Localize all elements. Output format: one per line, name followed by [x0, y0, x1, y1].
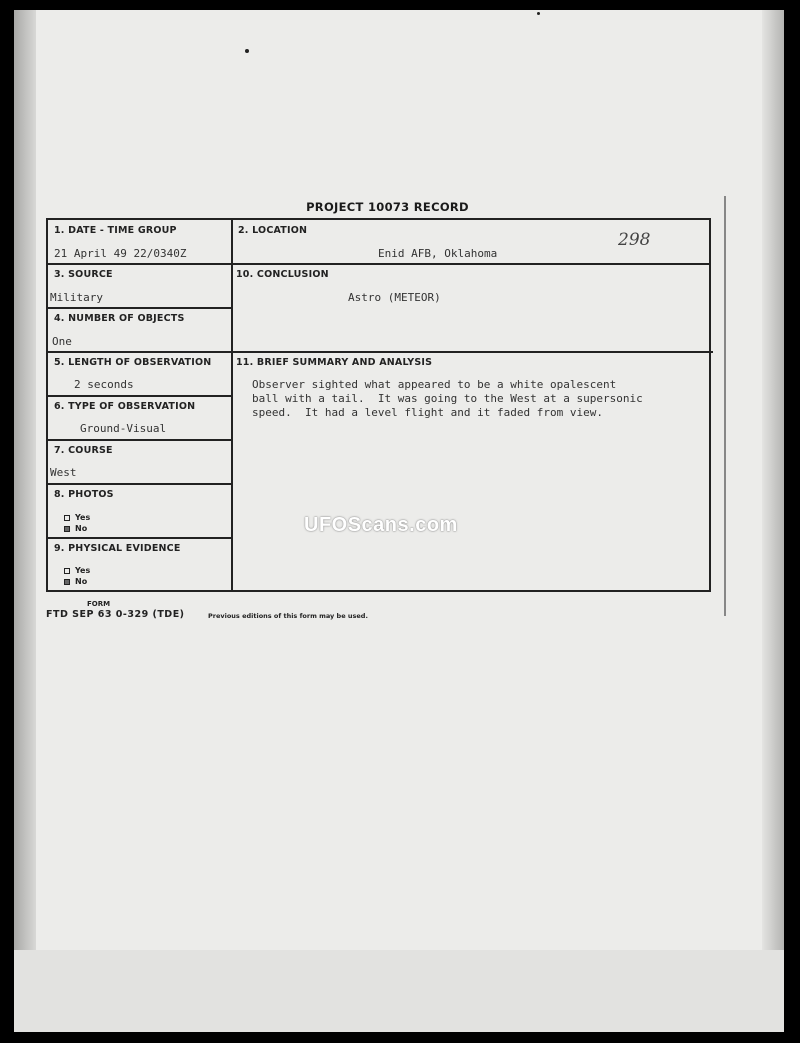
- summary-line: speed. It had a level flight and it faded from view.: [252, 406, 603, 419]
- ink-speck: [245, 49, 249, 53]
- physical-no-option: [64, 577, 87, 586]
- objects-label: 4. NUMBER OF OBJECTS: [54, 313, 185, 324]
- summary-label: 11. BRIEF SUMMARY AND ANALYSIS: [236, 357, 433, 368]
- type-value: Ground-Visual: [80, 422, 167, 435]
- row-divider: [48, 483, 232, 485]
- margin-line: [724, 196, 726, 616]
- photos-label: 8. PHOTOS: [54, 489, 114, 500]
- footer-form-word: FORM: [87, 600, 111, 608]
- scan-left-edge: [14, 10, 36, 950]
- ink-speck: [537, 12, 540, 15]
- row-divider: [48, 439, 232, 441]
- footer-form-id: FTD SEP 63 0-329 (TDE): [46, 609, 185, 620]
- course-label: 7. COURSE: [54, 445, 113, 456]
- location-value: Enid AFB, Oklahoma: [378, 247, 498, 260]
- date-label: 1. DATE - TIME GROUP: [54, 225, 177, 236]
- location-label: 2. LOCATION: [238, 225, 308, 236]
- checkbox-checked-icon: [64, 526, 70, 532]
- conclusion-value: Astro (METEOR): [348, 291, 441, 304]
- row-divider: [48, 395, 232, 397]
- checkbox-checked-icon: [64, 579, 70, 585]
- handwritten-number: 298: [618, 230, 651, 250]
- option-label: Yes: [75, 513, 91, 522]
- column-divider: [231, 220, 233, 590]
- photos-yes-option: [64, 513, 90, 522]
- summary-line: ball with a tail. It was going to the West at a supersonic: [252, 392, 643, 405]
- row-divider: [48, 307, 232, 309]
- source-value: Military: [50, 291, 103, 304]
- checkbox-icon: [64, 568, 70, 574]
- scan-right-edge: [762, 10, 784, 950]
- photos-no-option: [64, 524, 87, 533]
- row-divider: [48, 351, 232, 353]
- row-divider: [48, 537, 232, 539]
- length-label: 5. LENGTH OF OBSERVATION: [54, 357, 212, 368]
- summary-text: [252, 378, 702, 420]
- row-divider: [48, 263, 709, 265]
- option-label: No: [75, 524, 88, 533]
- option-label: Yes: [75, 566, 91, 575]
- option-label: No: [75, 577, 88, 586]
- watermark: UFOScans.com: [304, 514, 458, 536]
- physical-yes-option: [64, 566, 90, 575]
- row-divider: [231, 351, 713, 353]
- physical-evidence-label: 9. PHYSICAL EVIDENCE: [54, 543, 181, 554]
- conclusion-label: 10. CONCLUSION: [236, 269, 329, 280]
- date-value: 21 April 49 22/0340Z: [54, 247, 187, 260]
- paper-lower-area: [14, 950, 784, 1032]
- type-label: 6. TYPE OF OBSERVATION: [54, 401, 196, 412]
- source-label: 3. SOURCE: [54, 269, 113, 280]
- footer-note: Previous editions of this form may be used.: [208, 612, 368, 620]
- summary-line: Observer sighted what appeared to be a white opalescent: [252, 378, 617, 391]
- course-value: West: [50, 466, 77, 479]
- page-title: PROJECT 10073 RECORD: [306, 200, 469, 214]
- objects-value: One: [52, 335, 72, 348]
- length-value: 2 seconds: [74, 378, 134, 391]
- checkbox-icon: [64, 515, 70, 521]
